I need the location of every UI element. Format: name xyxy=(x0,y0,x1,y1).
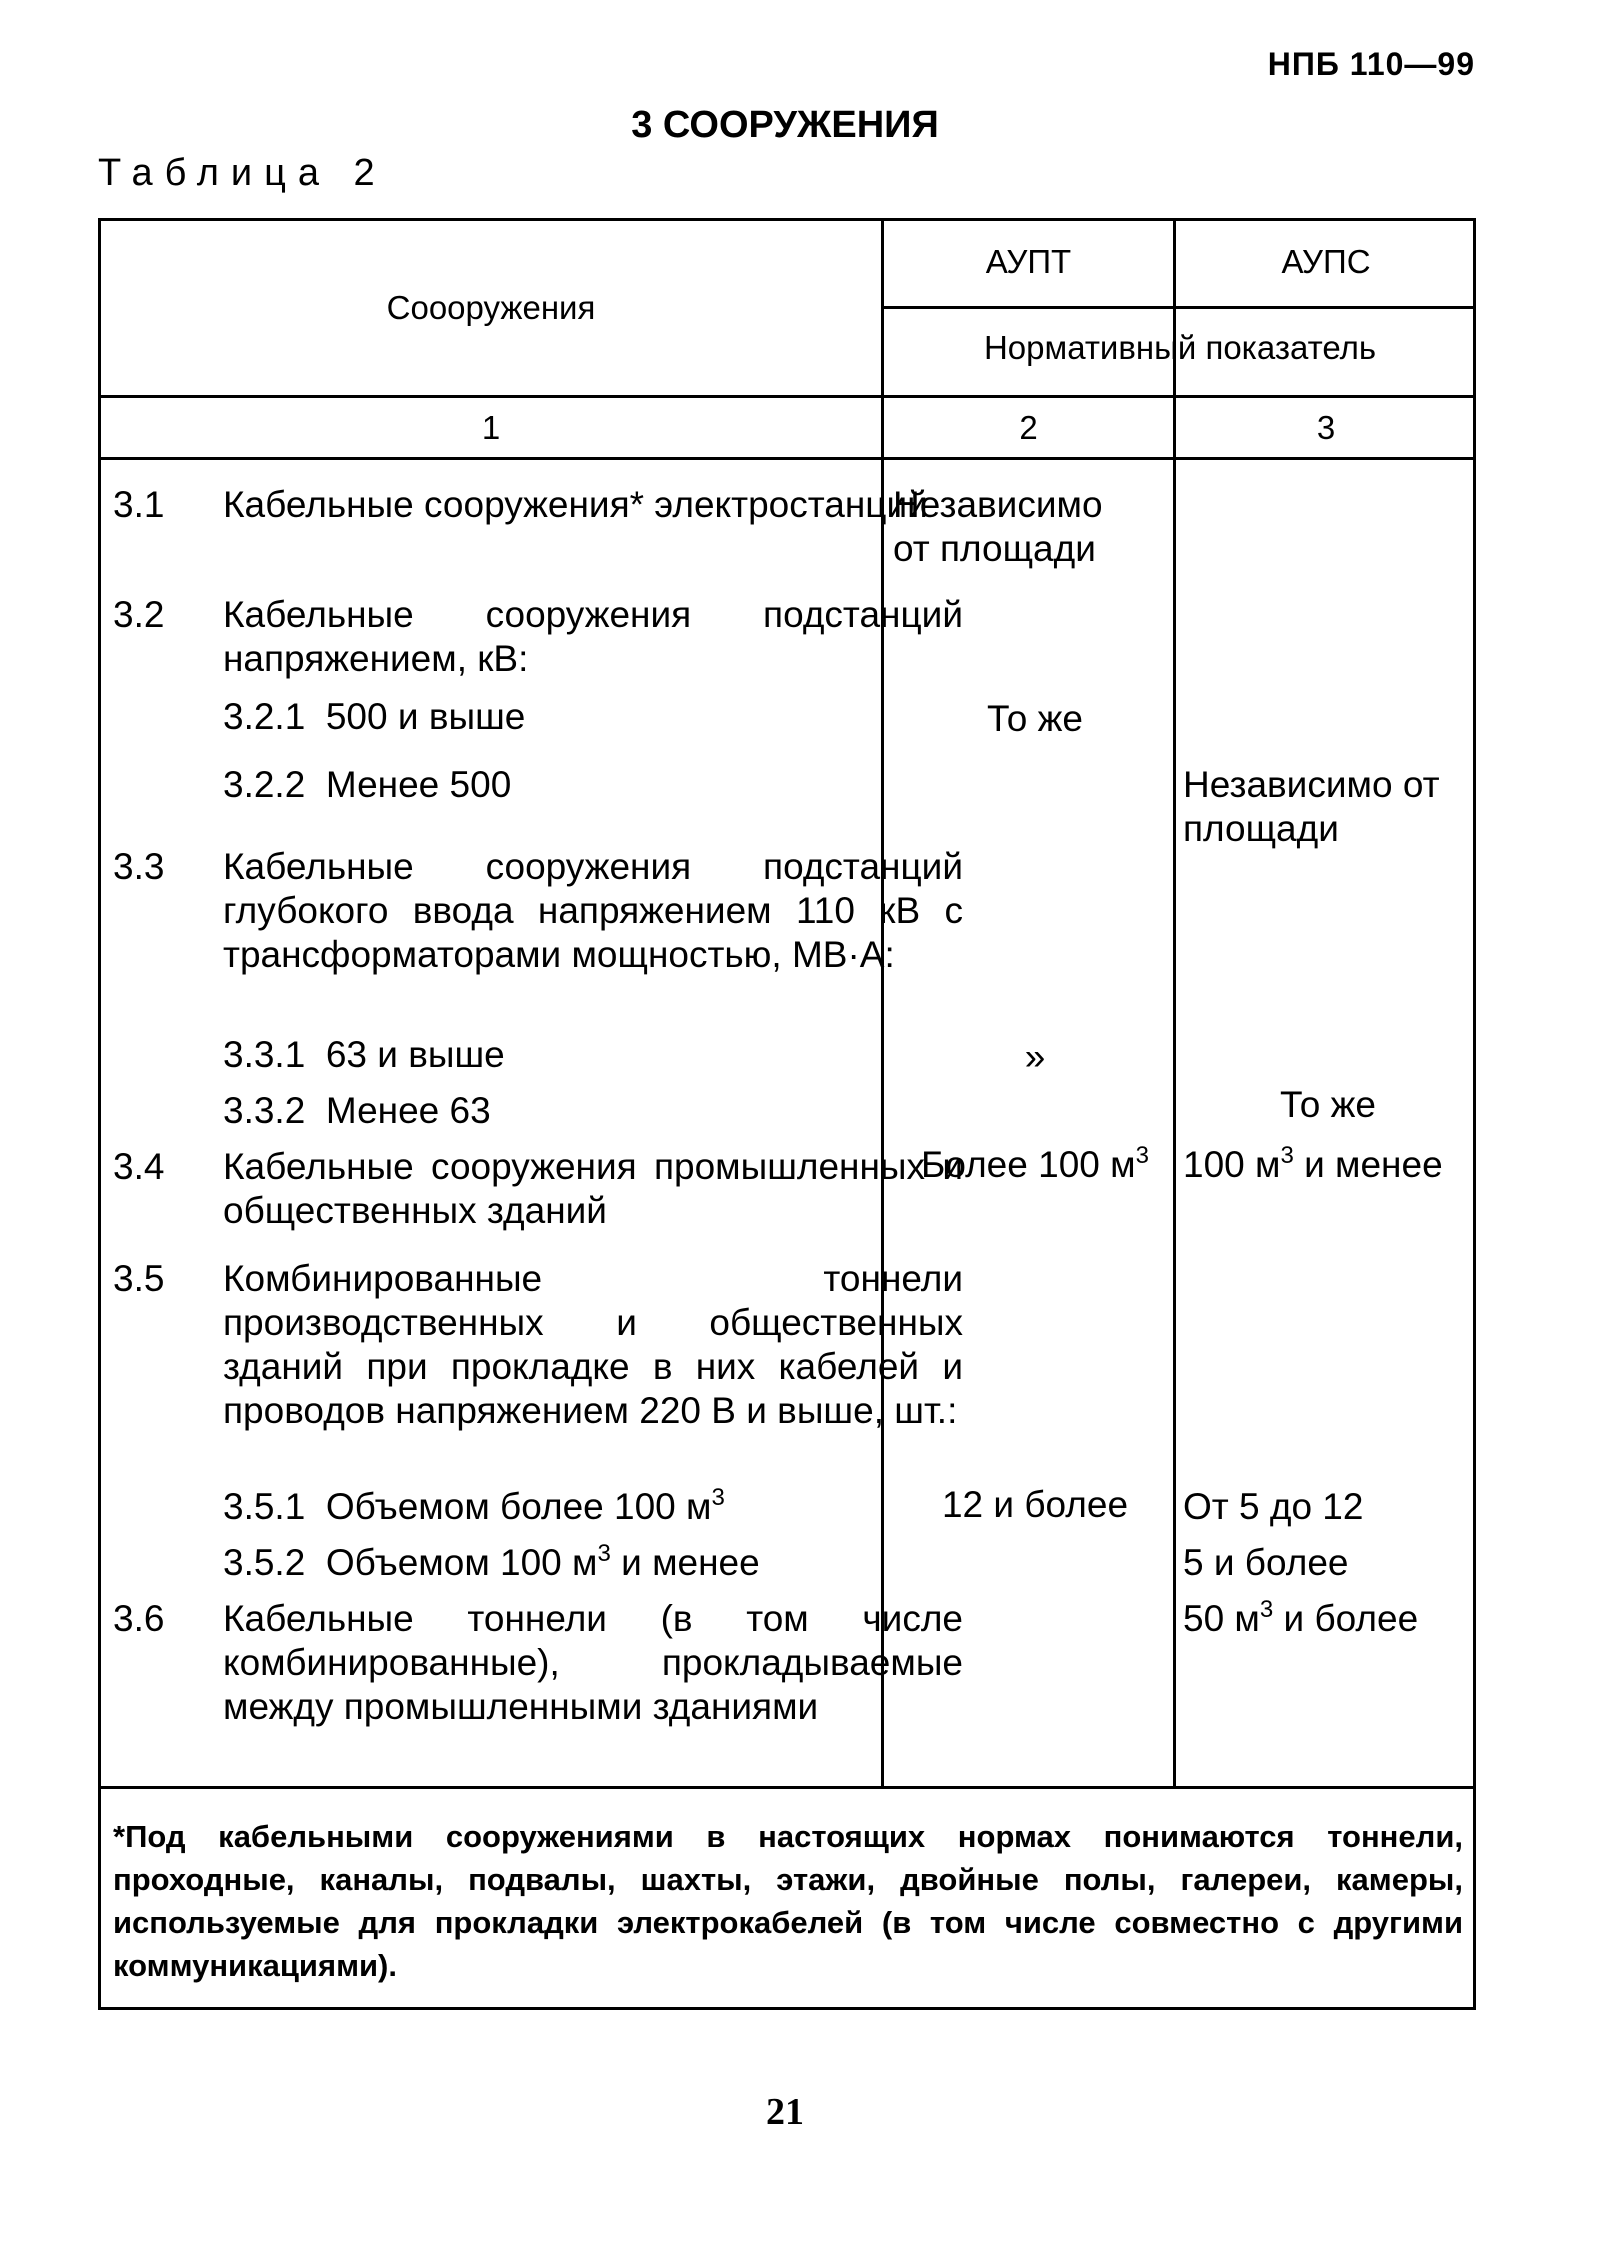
row-number: 3.1 xyxy=(113,484,165,525)
row-description: Кабельные сооружения подстанций напряжением, кВ: xyxy=(223,594,963,679)
aups-value-tail: и менее xyxy=(1293,1144,1443,1185)
table-footnote: *Под кабельными сооружениями в настоящих нормах понимаются тоннели, проходные, каналы, подвалы, шахты, этажи, двойные полы, галереи, камеры, используемые для прокладки электрокабелей (в том числе совместно с другими коммуникациями). xyxy=(113,1819,1463,1983)
col-divider-1 xyxy=(881,221,884,1786)
row-number: 3.4 xyxy=(113,1146,165,1187)
superscript: 3 xyxy=(711,1484,725,1511)
aupt-value: То же xyxy=(987,698,1083,739)
header-normative-indicator: Нормативный показатель xyxy=(983,329,1377,366)
page-number: 21 xyxy=(766,2091,804,2133)
row-number: 3.6 xyxy=(113,1598,165,1639)
header-structures: Соооружения xyxy=(386,289,596,326)
aups-value: Независимо от площади xyxy=(1183,764,1440,849)
section-title: 3 СООРУЖЕНИЯ xyxy=(631,104,939,146)
superscript: 3 xyxy=(1259,1596,1274,1623)
aups-value xyxy=(1183,1597,1418,1641)
header-divider-mid xyxy=(881,306,1476,309)
aups-value: От 5 до 12 xyxy=(1183,1486,1364,1527)
subrow-description: 3.2.1 500 и выше xyxy=(223,696,526,737)
aupt-value: Независимо от площади xyxy=(893,484,1103,569)
superscript: 3 xyxy=(597,1540,611,1567)
subrow-text: 3.5.2 Объемом 100 м xyxy=(223,1542,598,1583)
row-description: Комбинированные тоннели производственных и общественных зданий при прокладке в них кабелей и проводов напряжением 220 В и выше, шт.: xyxy=(223,1258,963,1431)
col-divider-2 xyxy=(1173,221,1176,1786)
aups-value: 5 и более xyxy=(1183,1542,1349,1583)
aupt-value xyxy=(891,1143,1179,1187)
subrow-description: 3.3.1 63 и выше xyxy=(223,1034,505,1075)
row-description: Кабельные сооружения* электростанций xyxy=(223,484,928,525)
header-aupt: АУПТ xyxy=(985,243,1072,280)
row-number: 3.3 xyxy=(113,846,165,887)
column-number-3: 3 xyxy=(1316,409,1336,446)
document-code: НПБ 110—99 xyxy=(1267,46,1475,82)
column-number-1: 1 xyxy=(481,409,501,446)
row-description: Кабельные сооружения промышленных и общественных зданий xyxy=(223,1146,963,1231)
row-description: Кабельные тоннели (в том числе комбинированные), прокладываемые между промышленными зданиями xyxy=(223,1598,963,1727)
table-label: Таблица 2 xyxy=(98,152,387,194)
header-aups: АУПС xyxy=(1281,243,1371,280)
aups-value-tail: и более xyxy=(1273,1598,1419,1639)
aups-value xyxy=(1183,1143,1443,1187)
subrow-description xyxy=(223,1541,760,1585)
aupt-value: » xyxy=(1024,1036,1046,1077)
row-number: 3.5 xyxy=(113,1258,165,1299)
row-number: 3.2 xyxy=(113,594,165,635)
aups-value-text: 50 м xyxy=(1183,1598,1260,1639)
number-row-divider xyxy=(101,457,1476,460)
aups-value-text: 100 м xyxy=(1183,1144,1281,1185)
aupt-value-text: Более 100 м xyxy=(921,1144,1136,1185)
footnote-divider xyxy=(101,1786,1476,1789)
subrow-tail: и менее xyxy=(610,1542,760,1583)
column-number-2: 2 xyxy=(1019,409,1038,446)
header-divider xyxy=(101,395,1476,398)
aupt-value: 12 и более xyxy=(941,1484,1129,1525)
norms-table xyxy=(98,218,1476,2010)
subrow-description xyxy=(223,1485,725,1529)
subrow-text: 3.5.1 Объемом более 100 м xyxy=(223,1486,712,1527)
row-description: Кабельные сооружения подстанций глубокого ввода напряжением 110 кВ с трансформаторами мощностью, МВ·А: xyxy=(223,846,963,975)
aups-value: То же xyxy=(1280,1084,1376,1125)
superscript: 3 xyxy=(1280,1142,1294,1169)
superscript: 3 xyxy=(1135,1142,1149,1169)
subrow-description: 3.2.2 Менее 500 xyxy=(223,764,512,805)
subrow-description: 3.3.2 Менее 63 xyxy=(223,1090,491,1131)
